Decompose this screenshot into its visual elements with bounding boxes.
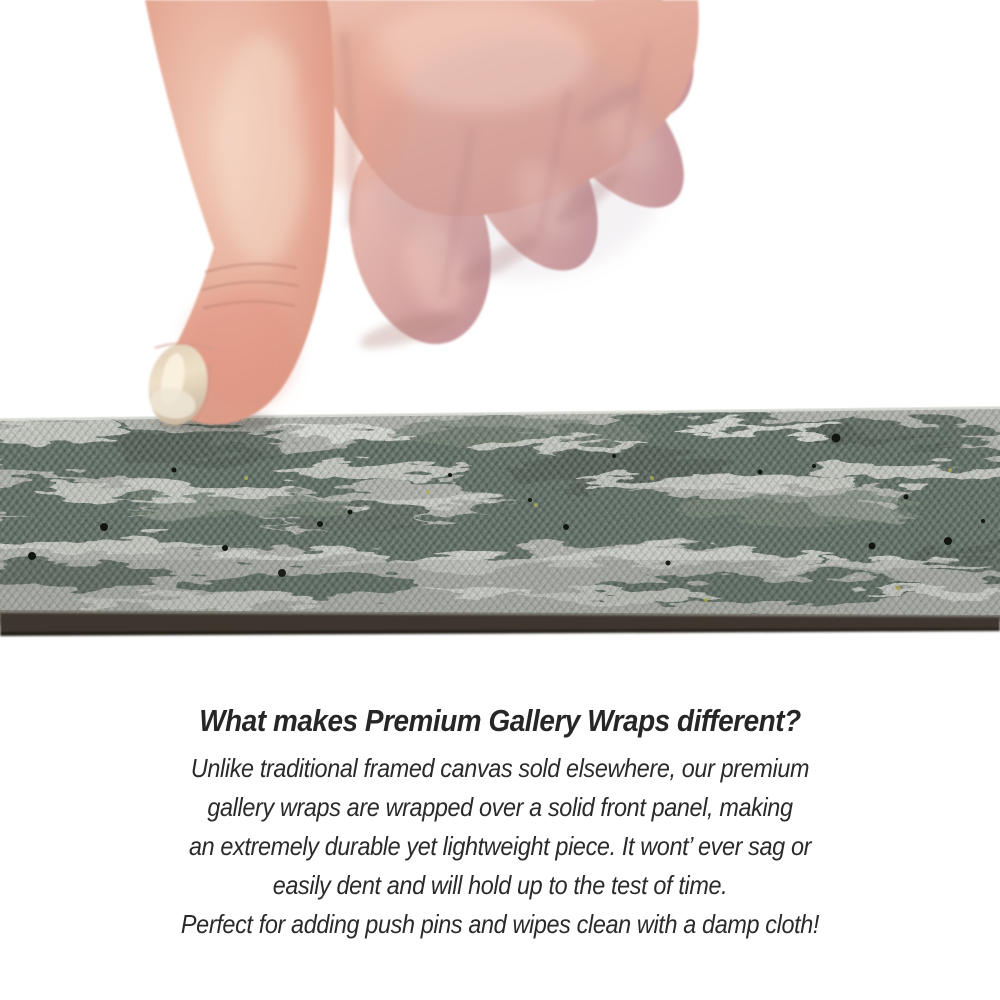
caption-line-1: Unlike traditional framed canvas sold elsewhere, our premium	[190, 753, 810, 783]
caption-line-2: gallery wraps are wrapped over a solid front panel, making	[207, 792, 793, 822]
canvas-edge-strip	[0, 400, 1000, 636]
hand-photo	[138, 0, 715, 431]
caption-line-4: easily dent and will hold up to the test of time.	[272, 870, 728, 900]
panel-dark-edge	[0, 613, 1000, 636]
caption-block	[50, 700, 950, 944]
caption-heading: What makes Premium Gallery Wraps different?	[199, 703, 801, 738]
caption-line-3: an extremely durable yet lightweight piece. It wont’ ever sag or	[188, 831, 812, 861]
caption-line-5: Perfect for adding push pins and wipes clean with a damp cloth!	[180, 909, 820, 939]
